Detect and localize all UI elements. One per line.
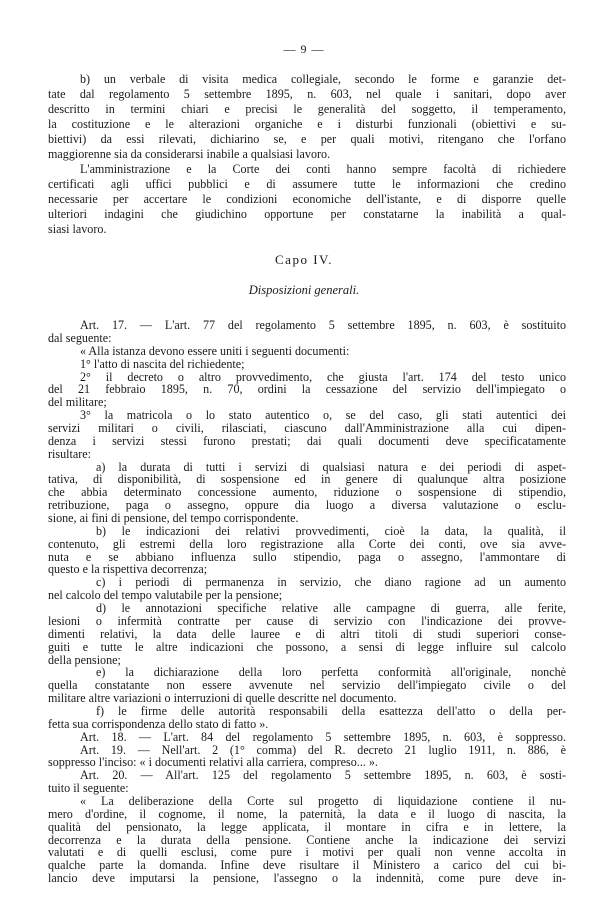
text-line: retribuzione, paga o assegno, oppure dia luogo a diversa valutazione o esclu- xyxy=(48,498,566,513)
text-line: guiti e tutte le altre indicazioni che possono, a sensi di legge influire sul calcolo xyxy=(48,639,566,654)
text-line: L'amministrazione e la Corte dei conti hanno sempre facoltà di richiedere xyxy=(80,162,566,176)
text-line: a) la durata di tutti i servizi di qualsiasi natura e dei periodi di aspet- xyxy=(96,459,566,474)
text-line: lesioni o infermità contratte per cause di servizio con l'indicazione dei provve- xyxy=(48,613,566,628)
text-line: denza i servizi stessi furono prestati; dai quali documenti deve specificatamente xyxy=(48,433,566,448)
text-line: siasi lavoro. xyxy=(48,222,107,236)
text-line: 3° la matricola o lo stato autentico o, se del caso, gli stati autentici dei xyxy=(80,408,566,422)
text-line: necessarie per accertare le condizioni economiche dell'istante, e di disporre quelle xyxy=(48,192,566,206)
text-line: 1° l'atto di nascita del richiedente; xyxy=(80,356,245,371)
text-line: sione, ai fini di pensione, del tempo corrispondente. xyxy=(48,511,299,525)
text-line: Art. 20. — All'art. 125 del regolamento 5 settembre 1895, n. 603, è sosti- xyxy=(80,768,566,783)
text-line: b) un verbale di visita medica collegiale, secondo le forme e garanzie det- xyxy=(80,72,566,86)
text-line: dal seguente: xyxy=(48,330,112,345)
text-line: mero d'ordine, il cognome, il nome, la paternità, la data e il luogo di nascita, la xyxy=(48,806,566,821)
text-line: d) le annotazioni specifiche relative alle campagne di guerra, alle ferite, xyxy=(96,601,566,615)
text-line: tate dal regolamento 5 settembre 1895, n. 603, nel quale i sanitari, dopo aver xyxy=(48,87,566,101)
text-line: b) le indicazioni dei relativi provvedimenti, cioè la data, la qualità, il xyxy=(96,523,566,538)
text-line: descritto in termini chiari e precisi le generalità del soggetto, il temperamento, xyxy=(48,102,566,116)
chapter-subtitle: Disposizioni generali. xyxy=(248,283,360,297)
text-line: Art. 18. — L'art. 84 del regolamento 5 settembre 1895, n. 603, è soppresso. xyxy=(80,729,566,744)
page-number: — 9 — xyxy=(283,42,325,56)
text-line: risultare: xyxy=(48,446,91,461)
text-line: biettivi) da essi rilevati, dichiarino se, e per quali motivi, ritengano che l'orfano xyxy=(48,132,566,146)
text-line: certificati agli uffici pubblici e di assumere tutte le informazioni che credino xyxy=(48,177,566,191)
text-line: servizi militari o civili, rilasciati, ciascuno dall'Amministrazione alla cui dipen- xyxy=(48,420,566,435)
text-line: del 21 febbraio 1895, n. 70, ordini la cessazione del servizio dell'impiegato o xyxy=(48,382,566,397)
text-line: valutati e di quelli esclusi, come pure i motivi per quali non venne accolta in xyxy=(48,845,566,860)
text-line: Art. 19. — Nell'art. 2 (1° comma) del R. decreto 21 luglio 1911, n. 886, è xyxy=(80,742,566,757)
text-line: militare altre variazioni o interruzioni di quelle descritte nel documento. xyxy=(48,691,397,705)
text-line: « Alla istanza devono essere uniti i seguenti documenti: xyxy=(80,343,350,358)
text-line: e) la dichiarazione della loro perfetta conformità all'originale, nonchè xyxy=(96,665,566,680)
text-line: f) le firme delle autorità responsabili della esattezza dell'atto o della per- xyxy=(96,703,566,718)
text-line: del militare; xyxy=(48,395,107,410)
text-line: della pensione; xyxy=(48,652,121,667)
text-line: lancio deve imputarsi la pensione, l'assegno o la indennità, come pure deve in- xyxy=(48,871,566,886)
text-line: questo e la rispettiva decorrenza; xyxy=(48,562,208,577)
text-line: Art. 17. — L'art. 77 del regolamento 5 settembre 1895, n. 603, è sostituito xyxy=(80,318,566,332)
text-line: c) i periodi di permanenza in servizio, che diano ragione ad un aumento xyxy=(96,575,566,590)
text-line: che abbia determinato concessione aumento, riduzione o sospensione di stipendio, xyxy=(48,485,566,500)
text-line: qualche parte la domanda. Infine deve risultare il Ministero a carico del cui bi- xyxy=(48,858,566,873)
chapter-title: Capo IV. xyxy=(275,252,333,267)
text-line: dimenti relativi, la data delle lauree e di altri titoli di studi superiori conse- xyxy=(48,626,566,641)
text-line: la costituzione e le alterazioni organiche e i disturbi funzionali (obiettivi e su- xyxy=(48,117,566,131)
text-line: nel calcolo del tempo valutabile per la pensione; xyxy=(48,588,283,603)
text-line: fetta sua corrispondenza dello stato di fatto ». xyxy=(48,716,269,731)
text-line: « La deliberazione della Corte sul progetto di liquidazione contiene il nu- xyxy=(80,794,566,808)
text-line: decorrenza e la durata della pensione. Contiene anche la indicazione dei servizi xyxy=(48,832,566,847)
text-line: tativa, di disponibilità, di sospensione ed in genere di qualunque altra posizione xyxy=(48,472,566,487)
text-line: maggiorenne sia da considerarsi inabile a qualsiasi lavoro. xyxy=(48,147,331,161)
text-line: quella constatante non essere avvenute nel servizio dell'impiegato civile o del xyxy=(48,678,566,693)
text-line: contenuto, gli estremi della loro registrazione alla Corte dei conti, ove sia avve- xyxy=(48,536,566,551)
text-line: qualità del pensionato, la legge applicata, il montare in cifra e in lettere, la xyxy=(48,819,566,834)
text-line: ulteriori indagini che giudichino opportune per constatarne la inabilità a qual- xyxy=(48,207,566,221)
text-line: 2° il decreto o altro provvedimento, che giusta l'art. 174 del testo unico xyxy=(80,369,566,384)
text-line: tuito il seguente: xyxy=(48,781,129,796)
text-line: soppresso l'inciso: « i documenti relativi alla carriera, compreso... ». xyxy=(48,755,378,770)
text-line: nuta e se abbiano influenza sullo stipendio, paga o assegno, l'ammontare di xyxy=(48,549,566,564)
